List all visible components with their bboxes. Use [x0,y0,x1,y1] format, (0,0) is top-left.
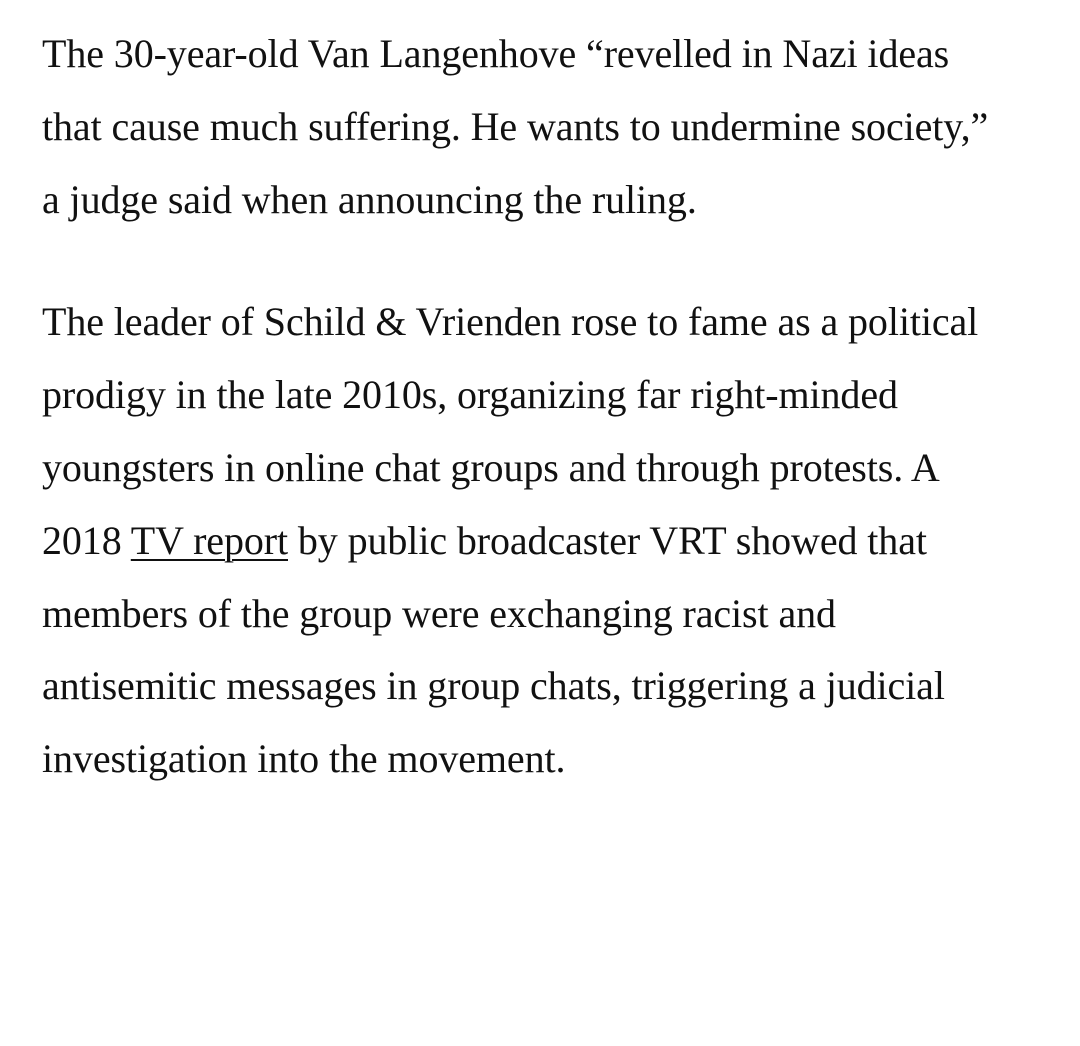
tv-report-link[interactable]: TV report [130,517,288,563]
paragraph-1-text: The 30-year-old Van Langenhove “revelled in Nazi ideas that cause much suffering. He wants to undermine society,” a judge said when announcing the ruling. [42,31,989,222]
paragraph-2-text-after-link: by public broadcaster VRT showed that members of the group were exchanging racist and antisemitic messages in group chats, triggering a judicial investigation into the movement. [42,517,945,782]
paragraph-2-text-before-link: The leader of Schild & Vrienden rose to fame as a political prodigy in the late 2010s, organizing far right-minded youngsters in online chat groups and through protests. A 2018 [42,299,979,563]
article-paragraph-2 [42,286,1014,796]
article-paragraph-1 [42,18,1014,236]
